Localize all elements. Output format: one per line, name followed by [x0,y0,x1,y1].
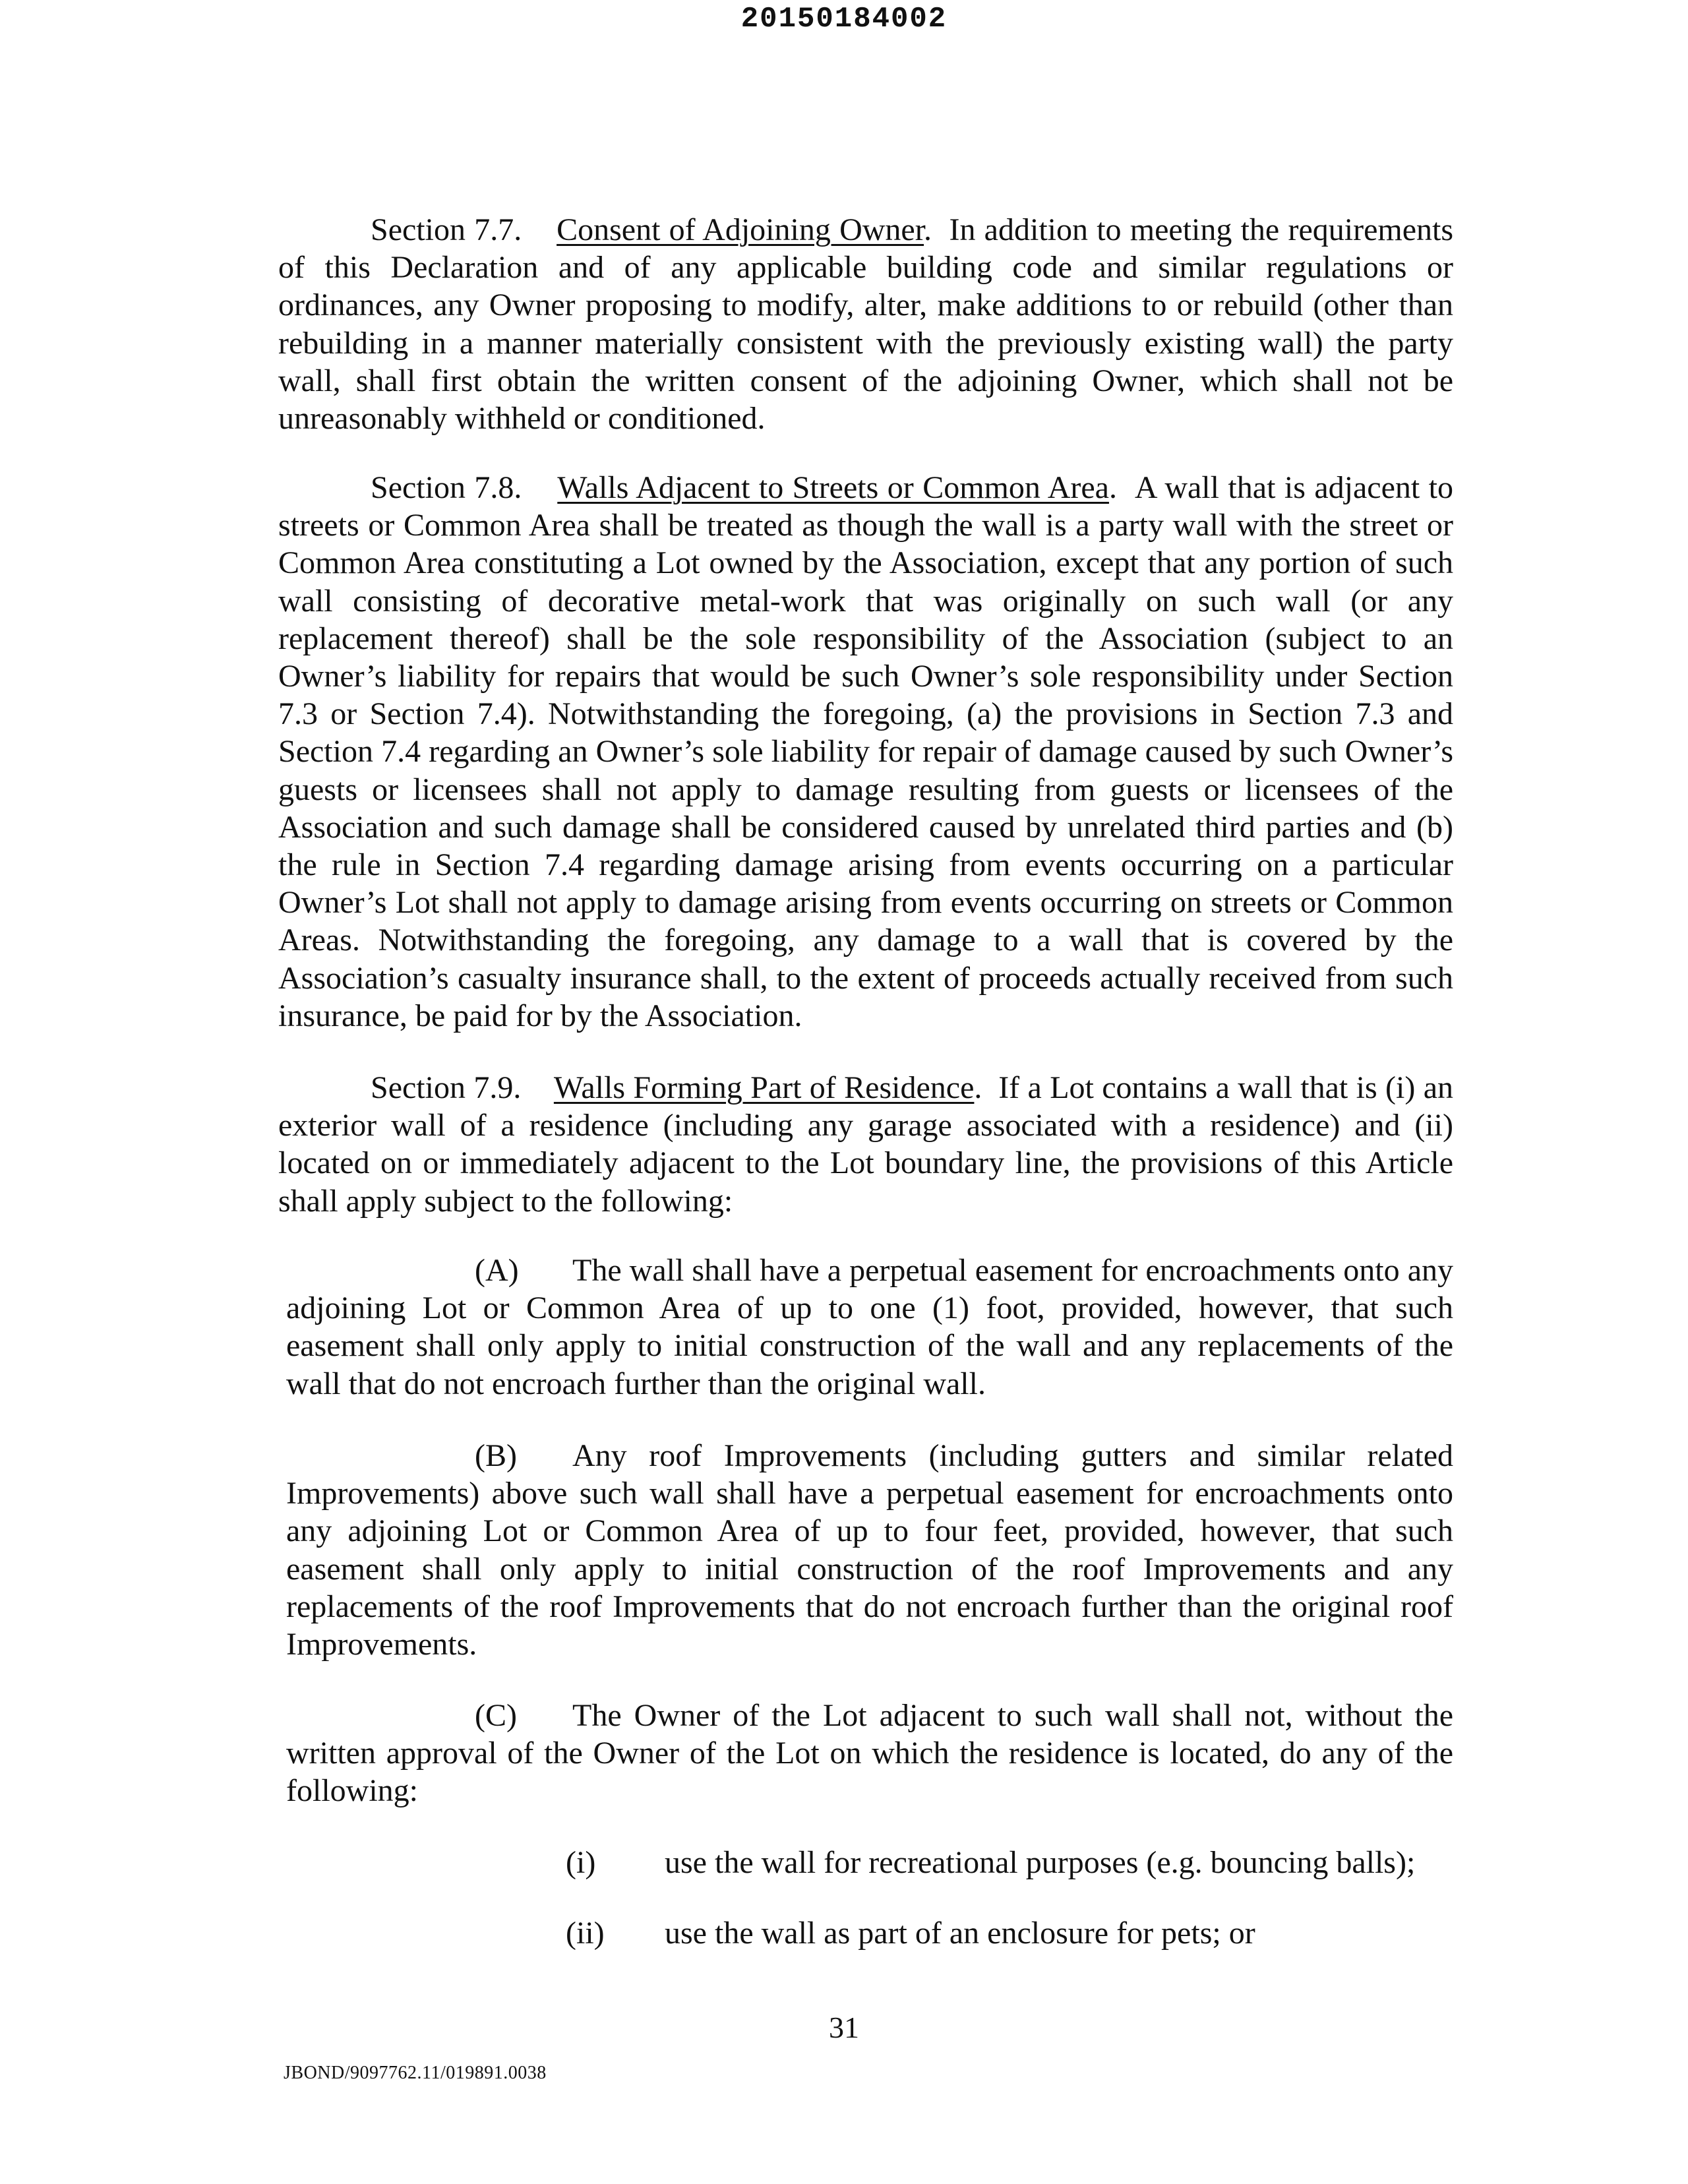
subsection-c-text: The Owner of the Lot adjacent to such wall shall not, without the written approval of the Owner of the Lot on which the residence is located, do any of the following: [286,1698,1453,1809]
section-7-9-text: If a Lot contains a wall that is (i) an exterior wall of a residence (including any garage associated with a residence) and (ii) located on or immediately adjacent to the Lot boundary line, the provisions of this Article shall apply subject to the following: [278,1070,1454,1219]
subsection-b-label: (B) [475,1438,517,1473]
section-7-9-heading: Walls Forming Part of Residence [553,1070,975,1105]
subsection-c [286,1697,1453,1810]
subsection-c-label: (C) [475,1698,517,1733]
footer-document-code: JBOND/9097762.11/019891.0038 [284,2063,547,2083]
subsection-a [286,1252,1453,1403]
subsection-a-text: The wall shall have a perpetual easement for encroachments onto any adjoining Lot or Common Area of up to one (1) foot, provided, however, that such easement shall only apply to initial construction of the wall and any replacements of the wall that do not encroach further than the original wall. [286,1253,1453,1401]
list-item-ii-text: use the wall as part of an enclosure for pets; or [665,1916,1255,1951]
page-number: 31 [829,2011,859,2044]
section-7-7-number: Section 7.7. [371,212,522,247]
section-7-7: Section 7.7. Consent of Adjoining Owner. In addition to meeting the requirements of this Declaration and of any applicable building code and similar regulations or ordinances, any Owner proposing to modify, alter, make additions to or rebuild (other than rebuilding in a manner materially consistent with the previously existing wall) the party wall, shall first obtain the written consent of the adjoining Owner, which shall not be unreasonably withheld or conditioned. [278,212,1454,437]
list-item-i [566,1844,1415,1881]
subsection-a-label: (A) [475,1253,519,1288]
list-item-ii-label: (ii) [566,1916,605,1951]
list-item-ii [566,1914,1255,1952]
section-7-7-heading: Consent of Adjoining Owner [557,212,924,247]
section-7-9-number: Section 7.9. [371,1070,522,1105]
section-7-8: Section 7.8. Walls Adjacent to Streets or Common Area. A wall that is adjacent to streets or Common Area shall be treated as though the wall is a party wall with the street or Common Area constituting a Lot owned by the Association, except that any portion of such wall consisting of decorative metal-work that was originally on such wall (or any replacement thereof) shall be the sole responsibility of the Association (subject to an Owner’s liability for repairs that would be such Owner’s sole responsibility under Section 7.3 or Section 7.4). Notwithstanding the foregoing, (a) the provisions in Section 7.3 and Section 7.4 regarding an Owner’s sole liability for repair of damage caused by such Owner’s guests or licensees shall not apply to damage resulting from guests or licensees of the Association and such damage shall be considered caused by unrelated third parties and (b) the rule in Section 7.4 regarding damage arising from events occurring on a particular Owner’s Lot shall not apply to damage arising from events occurring on streets or Common Areas. Notwithstanding the foregoing, any damage to a wall that is covered by the Association’s casualty insurance shall, to the extent of proceeds actually received from such insurance, be paid for by the Association. [278,470,1453,1033]
document-number: 20150184002 [740,3,948,36]
subsection-b [286,1437,1453,1663]
section-7-9: Section 7.9. Walls Forming Part of Residence. If a Lot contains a wall that is (i) an exterior wall of a residence (including any garage associated with a residence) and (ii) located on or immediately adjacent to the Lot boundary line, the provisions of this Article shall apply subject to the following: [278,1070,1454,1219]
section-7-8-text: A wall that is adjacent to streets or Common Area shall be treated as though the wall is a party wall with the street or Common Area constituting a Lot owned by the Association, except that any portion of such wall consisting of decorative metal-work that was originally on such wall (or any replacement thereof) shall be the sole responsibility of the Association (subject to an Owner’s liability for repairs that would be such Owner’s sole responsibility under Section 7.3 or Section 7.4). Notwithstanding the foregoing, (a) the provisions in Section 7.3 and Section 7.4 regarding an Owner’s sole liability for repair of damage caused by such Owner’s guests or licensees shall not apply to damage resulting from guests or licensees of the Association and such damage shall be considered caused by unrelated third parties and (b) the rule in Section 7.4 regarding damage arising from events occurring on a particular Owner’s Lot shall not apply to damage arising from events occurring on streets or Common Areas. Notwithstanding the foregoing, any damage to a wall that is covered by the Association’s casualty insurance shall, to the extent of proceeds actually received from such insurance, be paid for by the Association. [278,470,1453,1033]
section-7-8-number: Section 7.8. [371,470,522,505]
section-7-7-text: In addition to meeting the requirements of this Declaration and of any applicable building code and similar regulations or ordinances, any Owner proposing to modify, alter, make additions to or rebuild (other than rebuilding in a manner materially consistent with the previously existing wall) the party wall, shall first obtain the written consent of the adjoining Owner, which shall not be unreasonably withheld or conditioned. [278,212,1454,437]
section-7-8-heading: Walls Adjacent to Streets or Common Area [557,470,1109,505]
subsection-b-text: Any roof Improvements (including gutters and similar related Improvements) above such wall shall have a perpetual easement for encroachments onto any adjoining Lot or Common Area of up to four feet, provided, however, that such easement shall only apply to initial construction of the roof Improvements and any replacements of the roof Improvements that do not encroach further than the original roof Improvements. [286,1438,1453,1662]
list-item-i-text: use the wall for recreational purposes (e.g. bouncing balls); [665,1845,1416,1880]
list-item-i-label: (i) [566,1845,596,1880]
